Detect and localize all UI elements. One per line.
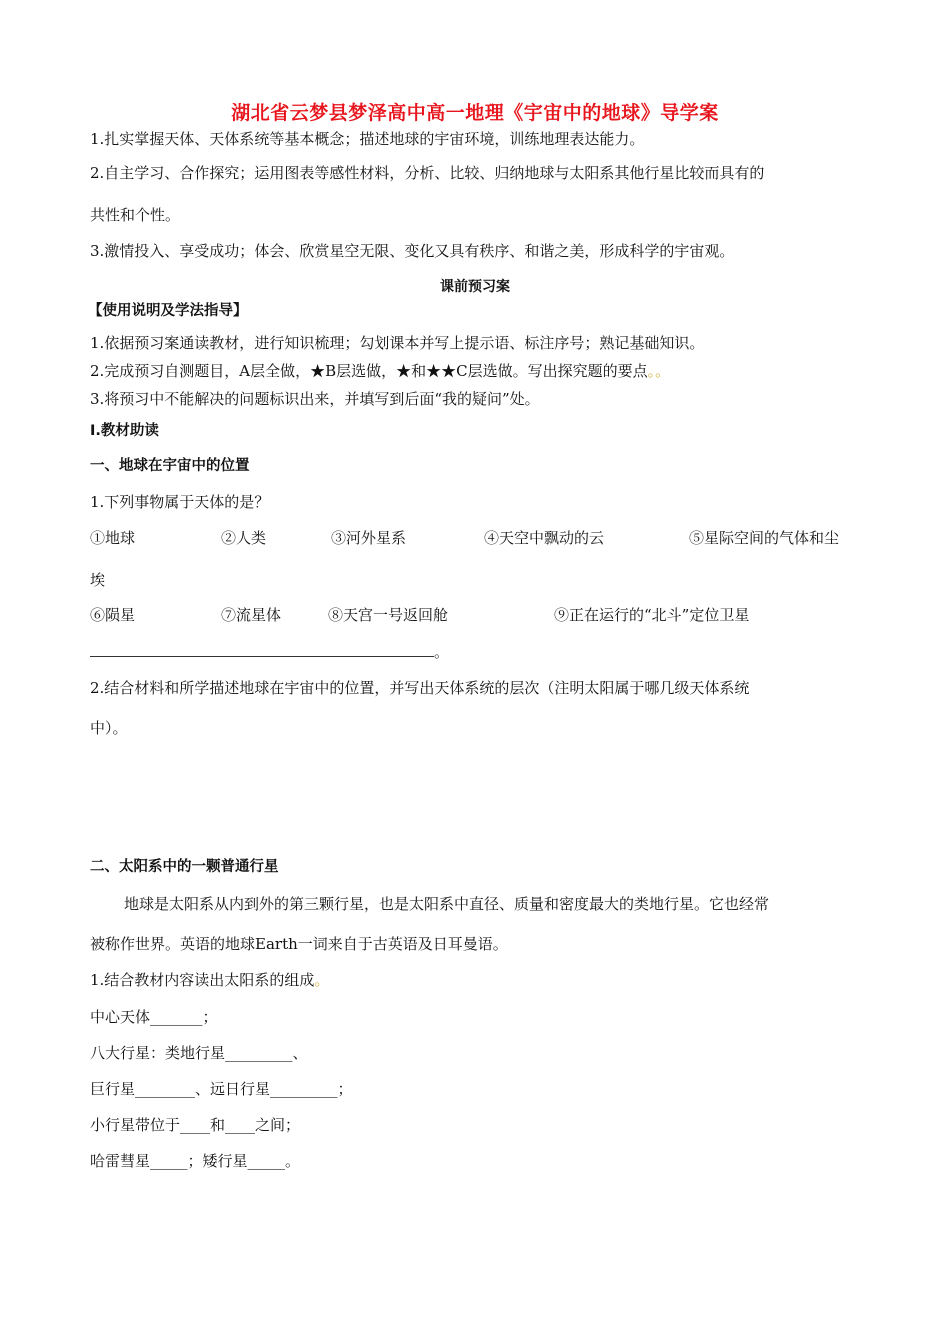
instruction-3: 3.将预习中不能解决的问题标识出来，并填写到后面“我的疑问”处。 <box>90 390 540 408</box>
fill-center-body[interactable]: 中心天体_______； <box>90 1008 218 1026</box>
preview-heading: 课前预习案 <box>440 279 510 295</box>
instruction-2-dots: 。。 <box>647 362 671 380</box>
fill-giant-planets[interactable]: 巨行星________、远日行星_________； <box>90 1080 353 1098</box>
option-5-wrap: 埃 <box>90 571 106 589</box>
option-7: ⑦流星体 <box>221 606 282 624</box>
fill-terrestrial-planets[interactable]: 八大行星：类地行星_________、 <box>90 1044 308 1062</box>
instruction-2-text: 2.完成预习自测题目，A层全做，★B层选做，★和★★C层选做。写出探究题的要点 <box>90 362 648 380</box>
objective-1: 1.扎实掌握天体、天体系统等基本概念；描述地球的宇宙环境，训练地理表达能力。 <box>90 130 645 148</box>
paragraph-line-1: 地球是太阳系从内到外的第三颗行星，也是太阳系中直径、质量和密度最大的类地行星。它也经常 <box>124 895 770 913</box>
objective-2-cont: 共性和个性。 <box>90 206 181 224</box>
section-2-question-1-text: 1.结合教材内容读出太阳系的组成 <box>90 971 315 989</box>
answer-blank-line[interactable] <box>90 656 434 657</box>
answer-line-end: 。 <box>434 643 450 661</box>
question-2-line-1: 2.结合材料和所学描述地球在宇宙中的位置，并写出天体系统的层次（注明太阳属于哪几级天体系统 <box>90 679 750 697</box>
option-3: ③河外星系 <box>331 529 407 547</box>
instruction-1: 1.依据预习案通读教材，进行知识梳理；勾划课本并写上提示语、标注序号；熟记基础知识。 <box>90 334 705 352</box>
document-title: 湖北省云梦县梦泽高中高一地理《宇宙中的地球》导学案 <box>231 102 719 124</box>
paragraph-line-2: 被称作世界。英语的地球Earth一词来自于古英语及日耳曼语。 <box>90 935 508 953</box>
section-1-heading: 一、地球在宇宙中的位置 <box>90 458 250 474</box>
fill-comet-dwarf[interactable]: 哈雷彗星_____；矮行星_____。 <box>90 1152 301 1170</box>
question-1: 1.下列事物属于天体的是？ <box>90 493 270 511</box>
option-6: ⑥陨星 <box>90 606 136 624</box>
instruction-2 <box>90 361 670 381</box>
section-2-question-1-dot: 。 <box>314 971 330 989</box>
objective-2: 2.自主学习、合作探究；运用图表等感性材料，分析、比较、归纳地球与太阳系其他行星比较而具有的 <box>90 164 765 182</box>
section-i-heading: Ⅰ.教材助读 <box>90 423 159 439</box>
section-2-heading: 二、太阳系中的一颗普通行星 <box>90 859 279 875</box>
option-8: ⑧天宫一号返回舱 <box>328 606 449 624</box>
section-2-question-1 <box>90 970 329 990</box>
fill-asteroid-belt[interactable]: 小行星带位于____和____之间； <box>90 1116 301 1134</box>
option-1: ①地球 <box>90 529 136 547</box>
option-4: ④天空中飘动的云 <box>484 529 605 547</box>
option-2: ②人类 <box>221 529 267 547</box>
objective-3: 3.激情投入、享受成功；体会、欣赏星空无限、变化又具有秩序、和谐之美，形成科学的宇宙观。 <box>90 242 735 260</box>
option-5: ⑤星际空间的气体和尘 <box>689 529 840 547</box>
question-2-line-2: 中）。 <box>90 719 128 737</box>
instructions-heading: 【使用说明及学法指导】 <box>88 303 248 319</box>
option-9: ⑨正在运行的“北斗”定位卫星 <box>554 606 750 624</box>
